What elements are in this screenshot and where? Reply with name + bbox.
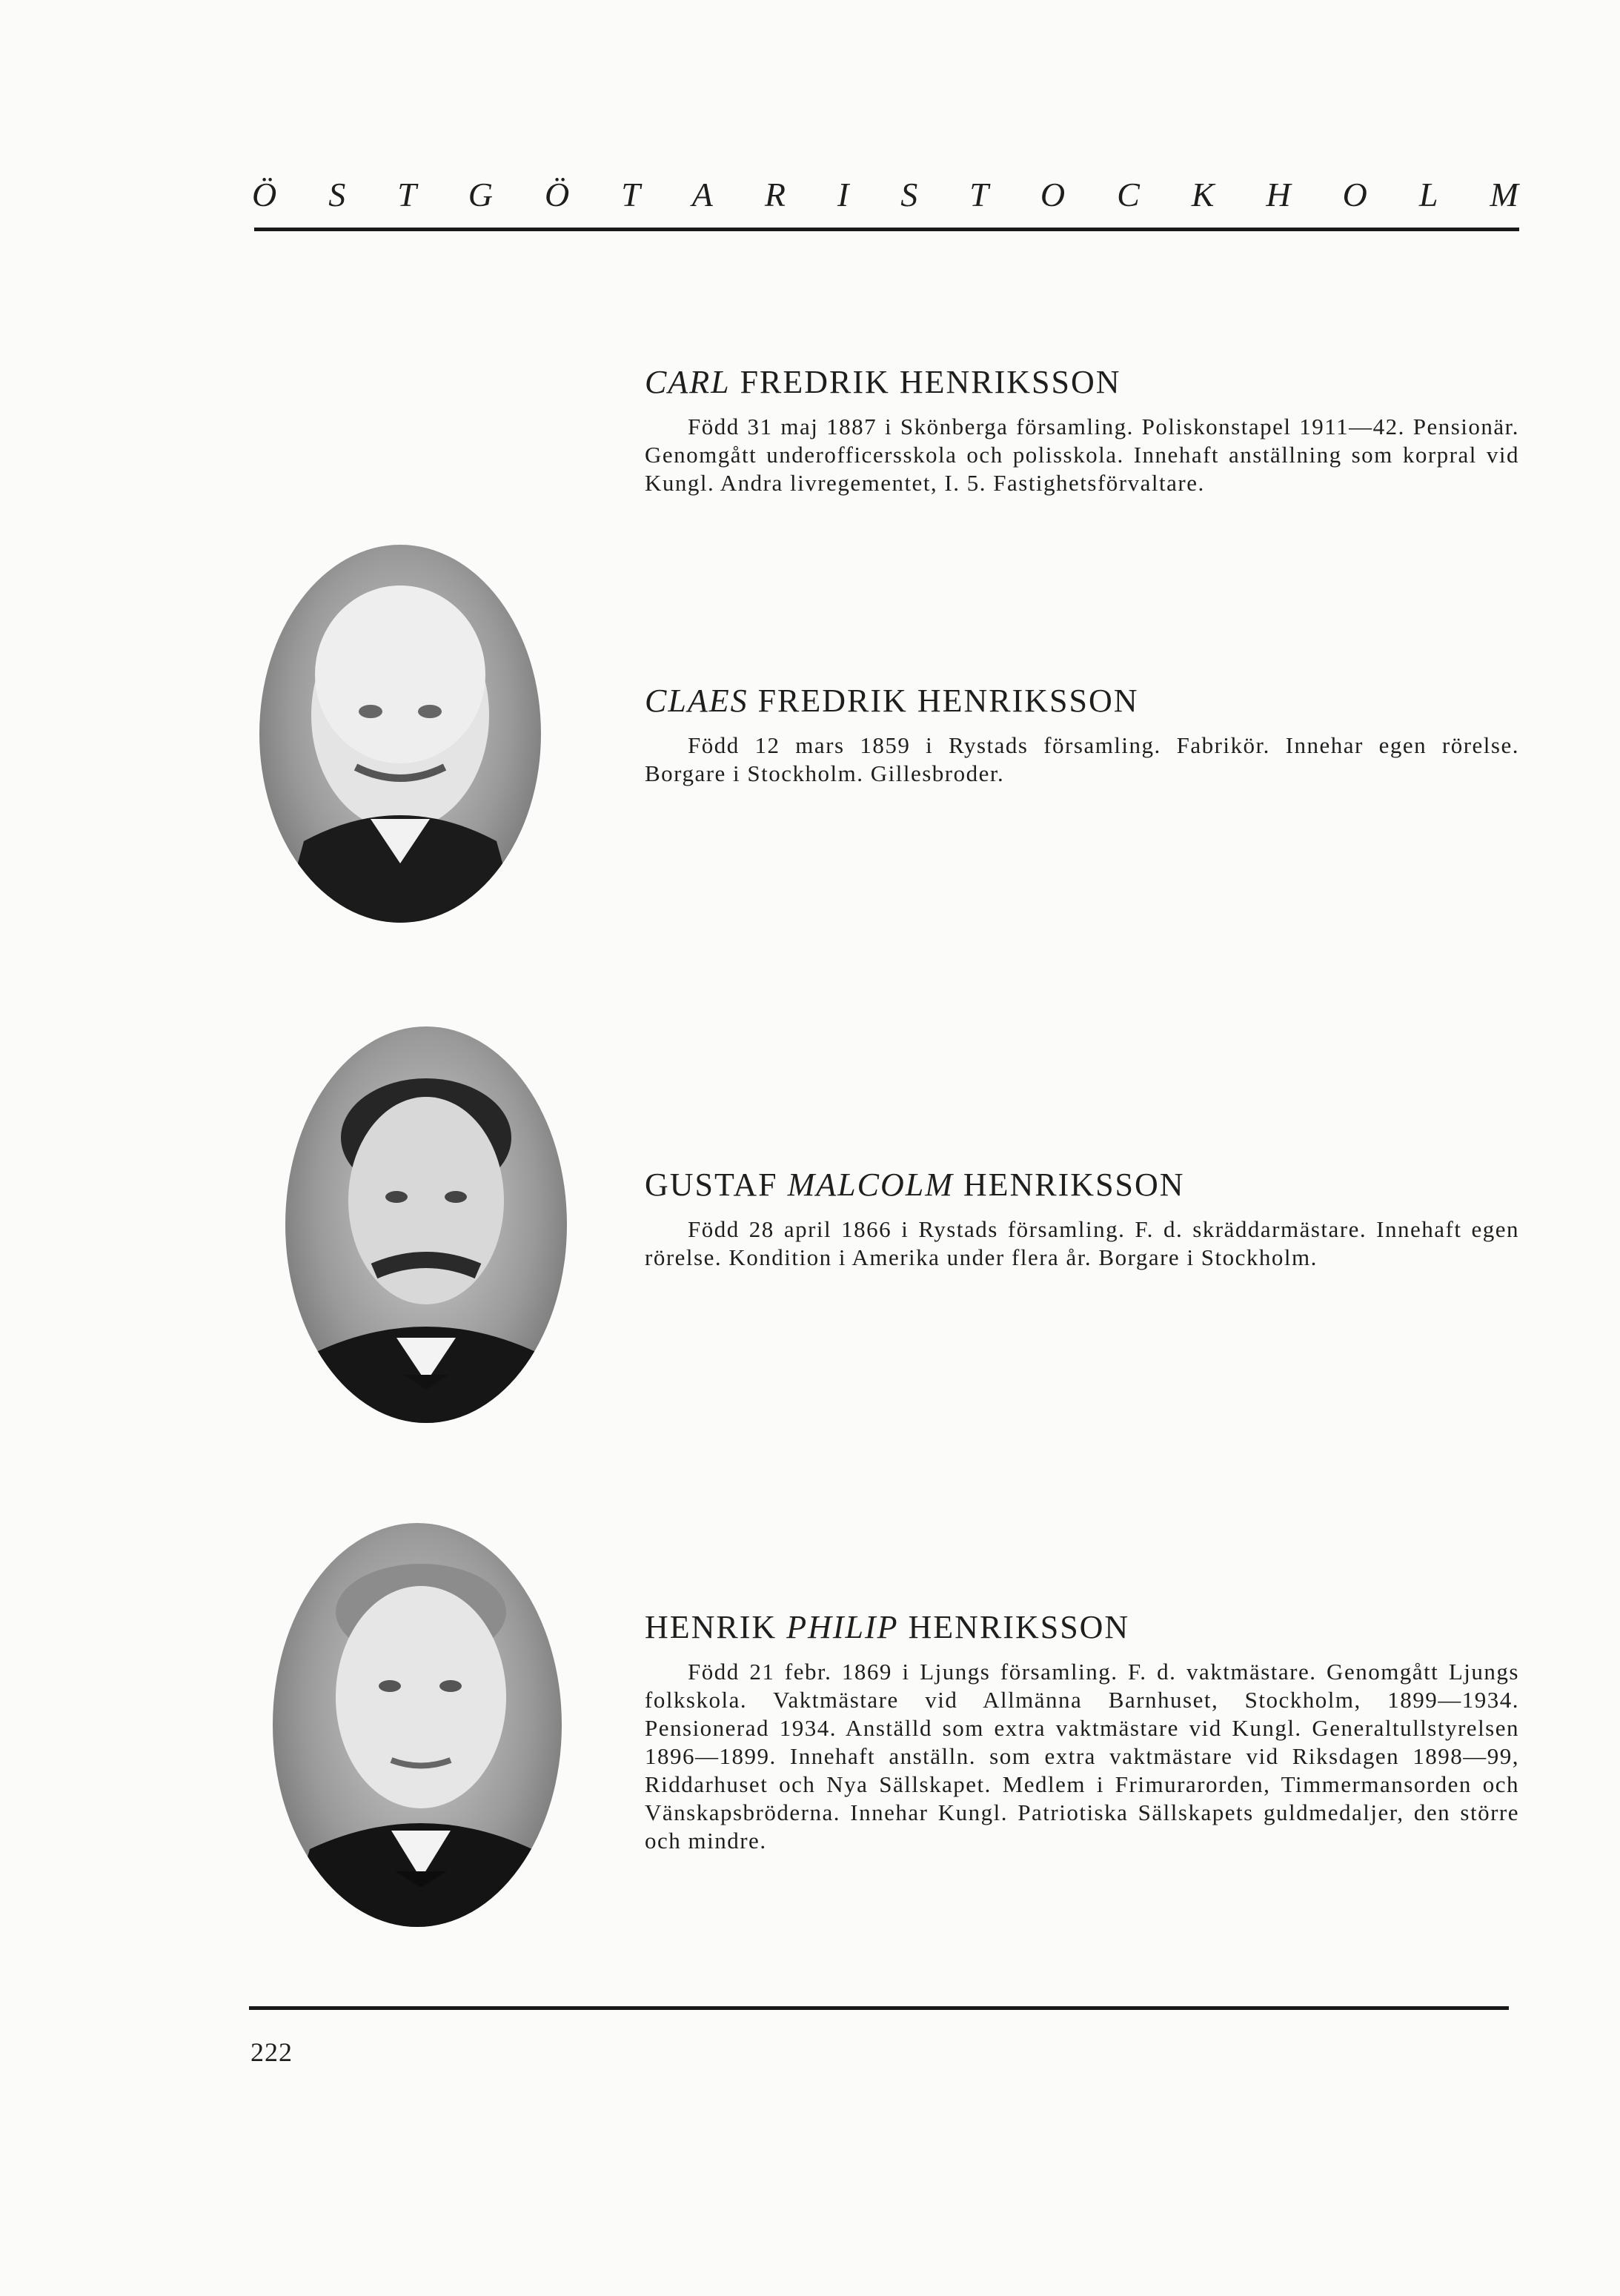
header-letter: Ö (545, 176, 571, 213)
header-letter: T (621, 176, 641, 213)
header-letter: S (328, 176, 347, 213)
header-letter: G (468, 176, 494, 213)
running-header (252, 175, 1519, 214)
header-letter: C (1117, 176, 1141, 213)
header-letter: O (1040, 176, 1066, 213)
header-letter: K (1191, 176, 1215, 213)
person-name: CARL FREDRIK HENRIKSSON (645, 364, 1121, 400)
portrait-photo (285, 1026, 567, 1423)
person-name: GUSTAF MALCOLM HENRIKSSON (645, 1167, 1185, 1203)
biography-entry (645, 1166, 1519, 1272)
header-letter: O (1342, 176, 1368, 213)
biography-text: Född 31 maj 1887 i Skönberga församling. Poliskonstapel 1911—42. Pensionär. Genomgått underofficersskola och polisskola. Innehaft anställning som korpral vid Kungl. Andra livregementet, I. 5. Fastighetsförvaltare. (645, 414, 1519, 496)
header-letter: I (837, 176, 850, 213)
biography-entry (645, 682, 1519, 788)
footer-rule (249, 2006, 1509, 2010)
header-letter: Ö (252, 176, 278, 213)
header-rule (254, 228, 1519, 231)
header-letter: M (1490, 176, 1519, 213)
portrait-image (285, 1026, 567, 1423)
header-letter: S (900, 176, 919, 213)
header-letter: L (1418, 176, 1439, 213)
person-name: HENRIK PHILIP HENRIKSSON (645, 1609, 1130, 1645)
header-letter: T (969, 176, 989, 213)
header-letter: T (397, 176, 417, 213)
biography-entry (645, 1608, 1519, 1855)
header-letter: R (764, 176, 786, 213)
header-letter: A (691, 176, 714, 213)
portrait-image (259, 545, 541, 923)
portrait-image (273, 1523, 562, 1927)
biography-entry (645, 363, 1519, 497)
header-letter: H (1266, 176, 1292, 213)
page-number: 222 (250, 2037, 293, 2067)
biography-text: Född 28 april 1866 i Rystads församling. F. d. skräddarmästare. Innehaft egen rörelse. Kondition i Amerika under flera år. Borgare i Stockholm. (645, 1216, 1519, 1270)
biography-text: Född 21 febr. 1869 i Ljungs församling. F. d. vaktmästare. Genomgått Ljungs folkskola. Vaktmästare vid Allmänna Barnhuset, Stockholm, 1899—1934. Pensionerad 1934. Anställd som extra vaktmästare vid Kungl. Generaltullstyrelsen 1896—1899. Innehaft anställn. som extra vaktmästare vid Riksdagen 1898—99, Riddarhuset och Nya Sällskapet. Medlem i Frimurarorden, Timmermansorden och Vänskapsbröderna. Innehar Kungl. Patriotiska Sällskapets guldmedaljer, den större och mindre. (645, 1659, 1519, 1854)
portrait-photo (273, 1523, 562, 1927)
biography-text: Född 12 mars 1859 i Rystads församling. Fabrikör. Innehar egen rörelse. Borgare i Stockholm. Gillesbroder. (645, 732, 1519, 786)
person-name: CLAES FREDRIK HENRIKSSON (645, 683, 1139, 719)
portrait-photo (259, 545, 541, 923)
